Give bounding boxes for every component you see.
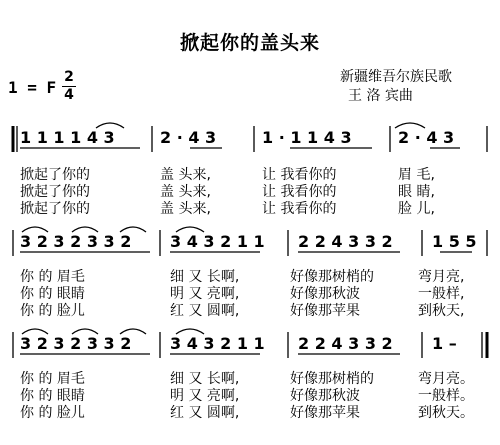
measure-3-1: 3 2 3 2 3 3 2 [20,334,132,353]
lyric-3-2c: 红 又 圆啊, [170,405,240,421]
measure-1-4: 2 · 4 3 [398,128,455,147]
lyric-3-4c: 到秋天。 [418,405,474,421]
lyric-1-3c: 让 我看你的 [262,201,337,217]
lyric-1-4a: 眉 毛, [398,167,435,183]
lyric-3-1a: 你 的 眉毛 [20,371,85,387]
lyric-3-2a: 细 又 长啊, [170,371,240,387]
slur [22,227,48,232]
lyric-3-4a: 弯月亮。 [418,371,474,387]
lyric-3-3b: 好像那秋波 [290,388,360,404]
lyric-2-1b: 你 的 眼睛 [20,286,85,302]
measure-2-3: 2 2 4 3 3 2 [298,232,393,251]
lyric-3-1c: 你 的 脸儿 [20,405,85,421]
song-title: 掀起你的盖头来 [179,32,320,54]
measure-1-3: 1 · 1 1 4 3 [262,128,352,147]
slur [176,329,204,334]
lyric-3-3a: 好像那树梢的 [290,371,374,387]
lyric-1-2c: 盖 头来, [160,201,211,217]
lyric-3-2b: 明 又 亮啊, [170,388,240,404]
slur [72,227,98,232]
lyric-2-2c: 红 又 圆啊, [170,303,240,319]
lyric-1-3b: 让 我看你的 [262,184,337,200]
lyric-2-1c: 你 的 脸儿 [20,303,85,319]
credit-composer: 王 洛 宾曲 [348,88,413,104]
lyric-1-4b: 眼 睛, [398,184,435,200]
slur [72,329,98,334]
lyric-1-1c: 掀起了你的 [20,201,90,217]
lyric-2-3a: 好像那树梢的 [290,269,374,285]
lyric-2-4c: 到秋天, [418,303,465,319]
credit-origin: 新疆维吾尔族民歌 [340,69,452,85]
key-signature: 1 = F [8,78,57,97]
lyric-3-4b: 一般样。 [418,388,474,404]
lyric-3-1b: 你 的 眼睛 [20,388,85,404]
lyric-1-2b: 盖 头来, [160,184,211,200]
slur [176,227,204,232]
lyric-2-1a: 你 的 眉毛 [20,269,85,285]
slur [395,123,425,128]
measure-2-2: 3 4 3 2 1 1 [170,232,265,251]
measure-3-2: 3 4 3 2 1 1 [170,334,265,353]
slur [96,123,124,128]
lyric-2-4a: 弯月亮, [418,269,465,285]
measure-1-1: 1 1 1 1 4 3 [20,128,115,147]
slur [22,329,48,334]
lyric-1-1b: 掀起了你的 [20,184,90,200]
lyric-3-3c: 好像那苹果 [290,405,360,421]
measure-3-4: 1 – [432,334,457,353]
time-bottom: 4 [64,87,74,103]
measure-1-2: 2 · 4 3 [160,128,217,147]
lyric-1-3a: 让 我看你的 [262,167,337,183]
slur [120,227,146,232]
slur [120,329,146,334]
lyric-2-4b: 一般样, [418,286,465,302]
measure-3-3: 2 2 4 3 3 2 [298,334,393,353]
lyric-1-4c: 脸 儿, [398,201,435,217]
measure-2-1: 3 2 3 2 3 3 2 [20,232,132,251]
lyric-2-3b: 好像那秋波 [290,286,360,302]
lyric-1-2a: 盖 头来, [160,167,211,183]
lyric-2-2a: 细 又 长啊, [170,269,240,285]
time-top: 2 [64,69,74,85]
measure-2-4: 1 5 5 [432,232,477,251]
lyric-2-3c: 好像那苹果 [290,303,360,319]
lyric-1-1a: 掀起了你的 [20,167,90,183]
lyric-2-2b: 明 又 亮啊, [170,286,240,302]
